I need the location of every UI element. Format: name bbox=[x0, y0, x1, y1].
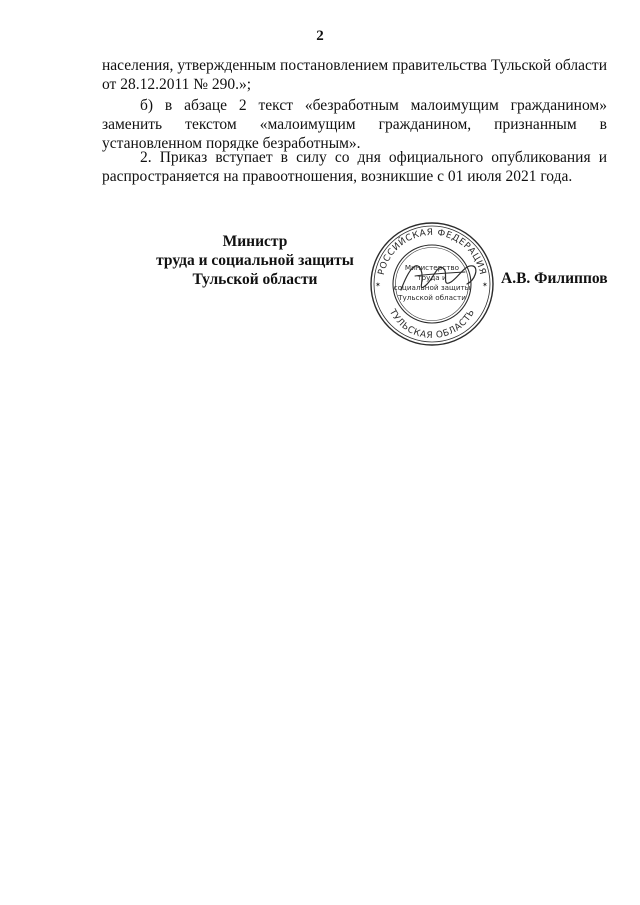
signatory-title-line: Тульской области bbox=[192, 271, 318, 288]
paragraph-text: б) в абзаце 2 текст «безработным малоимущим гражданином» заменить текстом «малоимущим гражданином, признанным в установленном порядке безработным». bbox=[102, 97, 607, 152]
seal-outer-bottom-text: ТУЛЬСКАЯ ОБЛАСТЬ bbox=[386, 307, 478, 342]
seal-inner-text-line: Тульской области bbox=[398, 293, 466, 302]
seal-star-right-icon: ✶ bbox=[482, 281, 488, 289]
signer-name: А.В. Филиппов bbox=[501, 270, 608, 287]
seal-inner-text-line: социальной защиты bbox=[393, 283, 471, 292]
paragraph-continuation bbox=[102, 56, 607, 94]
paragraph-line: от 28.12.2011 № 290.»; bbox=[102, 76, 252, 93]
seal-inner-text-line: труда и bbox=[417, 273, 447, 282]
signatory-title-line: Министр bbox=[222, 233, 288, 250]
paragraph-line: населения, утвержденным постановлением правительства Тульской области bbox=[102, 57, 607, 74]
handwritten-signature bbox=[395, 246, 485, 306]
paragraph-clause-2 bbox=[102, 148, 607, 186]
signatory-title-line: труда и социальной защиты bbox=[156, 252, 354, 269]
paragraph-subclause-b bbox=[102, 96, 607, 153]
signatory-title bbox=[150, 232, 360, 289]
paragraph-text: 2. Приказ вступает в силу со дня официального опубликования и распространяется на правоотношения, возникшие с 01 июля 2021 года. bbox=[102, 149, 607, 185]
seal-inner-text-line: Министерство bbox=[404, 263, 460, 272]
seal-star-left-icon: ✶ bbox=[375, 281, 381, 289]
page-number: 2 bbox=[316, 28, 324, 44]
seal-outer-top-text: РОССИЙСКАЯ ФЕДЕРАЦИЯ bbox=[376, 227, 488, 277]
